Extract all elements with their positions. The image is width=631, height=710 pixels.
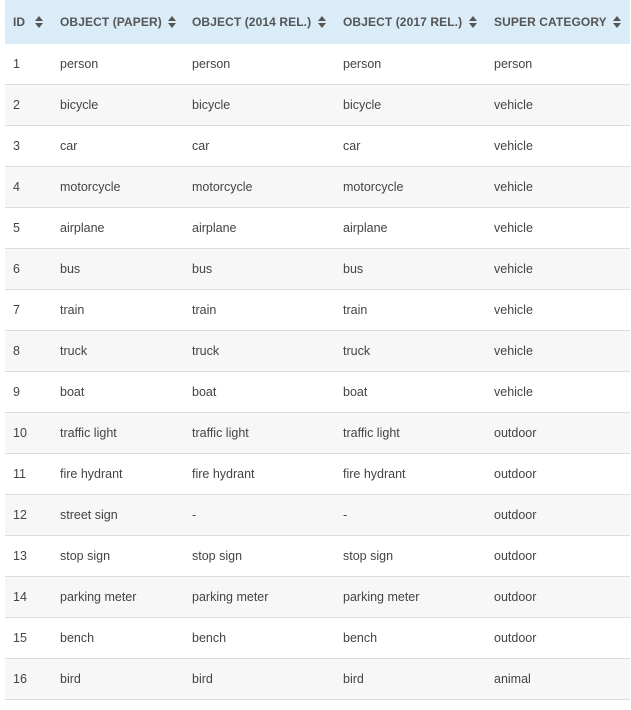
column-header-object-2017[interactable] bbox=[335, 0, 486, 44]
cell-super-category: outdoor bbox=[486, 495, 630, 536]
cell-super-category: vehicle bbox=[486, 290, 630, 331]
table-row bbox=[5, 44, 630, 85]
cell-object-paper: bus bbox=[52, 249, 184, 290]
cell-object-paper: person bbox=[52, 44, 184, 85]
table-row bbox=[5, 454, 630, 495]
column-header-object-paper[interactable] bbox=[52, 0, 184, 44]
table-row bbox=[5, 495, 630, 536]
cell-id: 13 bbox=[5, 536, 52, 577]
cell-super-category: animal bbox=[486, 659, 630, 700]
cell-object-2017: airplane bbox=[335, 208, 486, 249]
table-row bbox=[5, 331, 630, 372]
table-header bbox=[5, 0, 630, 44]
table-row bbox=[5, 85, 630, 126]
cell-object-2014: truck bbox=[184, 331, 335, 372]
cell-id: 1 bbox=[5, 44, 52, 85]
column-header-super-category[interactable] bbox=[486, 0, 630, 44]
cell-object-2017: bird bbox=[335, 659, 486, 700]
cell-object-paper: car bbox=[52, 126, 184, 167]
cell-object-2014: airplane bbox=[184, 208, 335, 249]
column-header-label: OBJECT (2017 REL.) bbox=[343, 15, 463, 29]
cell-object-2017: bus bbox=[335, 249, 486, 290]
cell-object-paper: bird bbox=[52, 659, 184, 700]
cell-super-category: vehicle bbox=[486, 331, 630, 372]
cell-object-2014: fire hydrant bbox=[184, 454, 335, 495]
cell-object-paper: airplane bbox=[52, 208, 184, 249]
cell-object-2017: parking meter bbox=[335, 577, 486, 618]
cell-object-2017: fire hydrant bbox=[335, 454, 486, 495]
cell-super-category: vehicle bbox=[486, 249, 630, 290]
cell-object-2014: bicycle bbox=[184, 85, 335, 126]
cell-super-category: person bbox=[486, 44, 630, 85]
column-header-label: ID bbox=[13, 15, 26, 29]
cell-super-category: vehicle bbox=[486, 167, 630, 208]
cell-object-2014: car bbox=[184, 126, 335, 167]
cell-super-category: vehicle bbox=[486, 85, 630, 126]
table-row bbox=[5, 577, 630, 618]
header-row bbox=[5, 0, 630, 44]
cell-object-2017: bench bbox=[335, 618, 486, 659]
cell-object-2017: truck bbox=[335, 331, 486, 372]
cell-object-2014: parking meter bbox=[184, 577, 335, 618]
table-row bbox=[5, 290, 630, 331]
object-category-table bbox=[5, 0, 630, 700]
column-header-label: OBJECT (PAPER) bbox=[60, 15, 162, 29]
cell-id: 16 bbox=[5, 659, 52, 700]
cell-object-2017: traffic light bbox=[335, 413, 486, 454]
cell-id: 7 bbox=[5, 290, 52, 331]
sort-icon[interactable] bbox=[468, 15, 478, 29]
cell-object-2014: train bbox=[184, 290, 335, 331]
column-header-label: SUPER CATEGORY bbox=[494, 15, 607, 29]
cell-object-2017: boat bbox=[335, 372, 486, 413]
column-header-label: OBJECT (2014 REL.) bbox=[192, 15, 312, 29]
cell-super-category: outdoor bbox=[486, 577, 630, 618]
cell-object-2014: motorcycle bbox=[184, 167, 335, 208]
cell-object-paper: train bbox=[52, 290, 184, 331]
sort-icon[interactable] bbox=[168, 15, 176, 29]
cell-object-2014: bus bbox=[184, 249, 335, 290]
cell-object-paper: street sign bbox=[52, 495, 184, 536]
cell-object-2014: bench bbox=[184, 618, 335, 659]
table-row bbox=[5, 413, 630, 454]
cell-id: 8 bbox=[5, 331, 52, 372]
cell-id: 15 bbox=[5, 618, 52, 659]
cell-id: 3 bbox=[5, 126, 52, 167]
cell-id: 4 bbox=[5, 167, 52, 208]
cell-id: 2 bbox=[5, 85, 52, 126]
cell-object-2017: motorcycle bbox=[335, 167, 486, 208]
cell-object-paper: parking meter bbox=[52, 577, 184, 618]
cell-id: 14 bbox=[5, 577, 52, 618]
cell-object-2017: train bbox=[335, 290, 486, 331]
table-row bbox=[5, 659, 630, 700]
cell-super-category: vehicle bbox=[486, 372, 630, 413]
cell-super-category: outdoor bbox=[486, 413, 630, 454]
cell-object-paper: truck bbox=[52, 331, 184, 372]
object-category-table-container bbox=[5, 0, 630, 700]
cell-object-paper: fire hydrant bbox=[52, 454, 184, 495]
cell-super-category: outdoor bbox=[486, 454, 630, 495]
table-row bbox=[5, 372, 630, 413]
cell-object-2014: stop sign bbox=[184, 536, 335, 577]
table-row bbox=[5, 208, 630, 249]
cell-object-paper: stop sign bbox=[52, 536, 184, 577]
cell-object-2014: bird bbox=[184, 659, 335, 700]
table-row bbox=[5, 126, 630, 167]
cell-id: 12 bbox=[5, 495, 52, 536]
table-row bbox=[5, 536, 630, 577]
table-body bbox=[5, 44, 630, 700]
sort-icon[interactable] bbox=[613, 15, 622, 29]
cell-super-category: vehicle bbox=[486, 208, 630, 249]
cell-object-2014: boat bbox=[184, 372, 335, 413]
sort-icon[interactable] bbox=[34, 15, 44, 29]
cell-id: 9 bbox=[5, 372, 52, 413]
cell-super-category: vehicle bbox=[486, 126, 630, 167]
cell-object-paper: traffic light bbox=[52, 413, 184, 454]
cell-object-2017: person bbox=[335, 44, 486, 85]
cell-super-category: outdoor bbox=[486, 618, 630, 659]
cell-object-paper: boat bbox=[52, 372, 184, 413]
cell-object-2017: bicycle bbox=[335, 85, 486, 126]
cell-object-2017: car bbox=[335, 126, 486, 167]
column-header-object-2014[interactable] bbox=[184, 0, 335, 44]
cell-object-2017: - bbox=[335, 495, 486, 536]
table-row bbox=[5, 618, 630, 659]
cell-object-2014: traffic light bbox=[184, 413, 335, 454]
sort-icon[interactable] bbox=[317, 15, 327, 29]
cell-object-2014: - bbox=[184, 495, 335, 536]
cell-id: 5 bbox=[5, 208, 52, 249]
cell-id: 10 bbox=[5, 413, 52, 454]
cell-super-category: outdoor bbox=[486, 536, 630, 577]
column-header-id[interactable] bbox=[5, 0, 52, 44]
cell-object-paper: motorcycle bbox=[52, 167, 184, 208]
table-row bbox=[5, 167, 630, 208]
cell-id: 6 bbox=[5, 249, 52, 290]
cell-object-2017: stop sign bbox=[335, 536, 486, 577]
cell-id: 11 bbox=[5, 454, 52, 495]
table-row bbox=[5, 249, 630, 290]
cell-object-2014: person bbox=[184, 44, 335, 85]
cell-object-paper: bench bbox=[52, 618, 184, 659]
cell-object-paper: bicycle bbox=[52, 85, 184, 126]
